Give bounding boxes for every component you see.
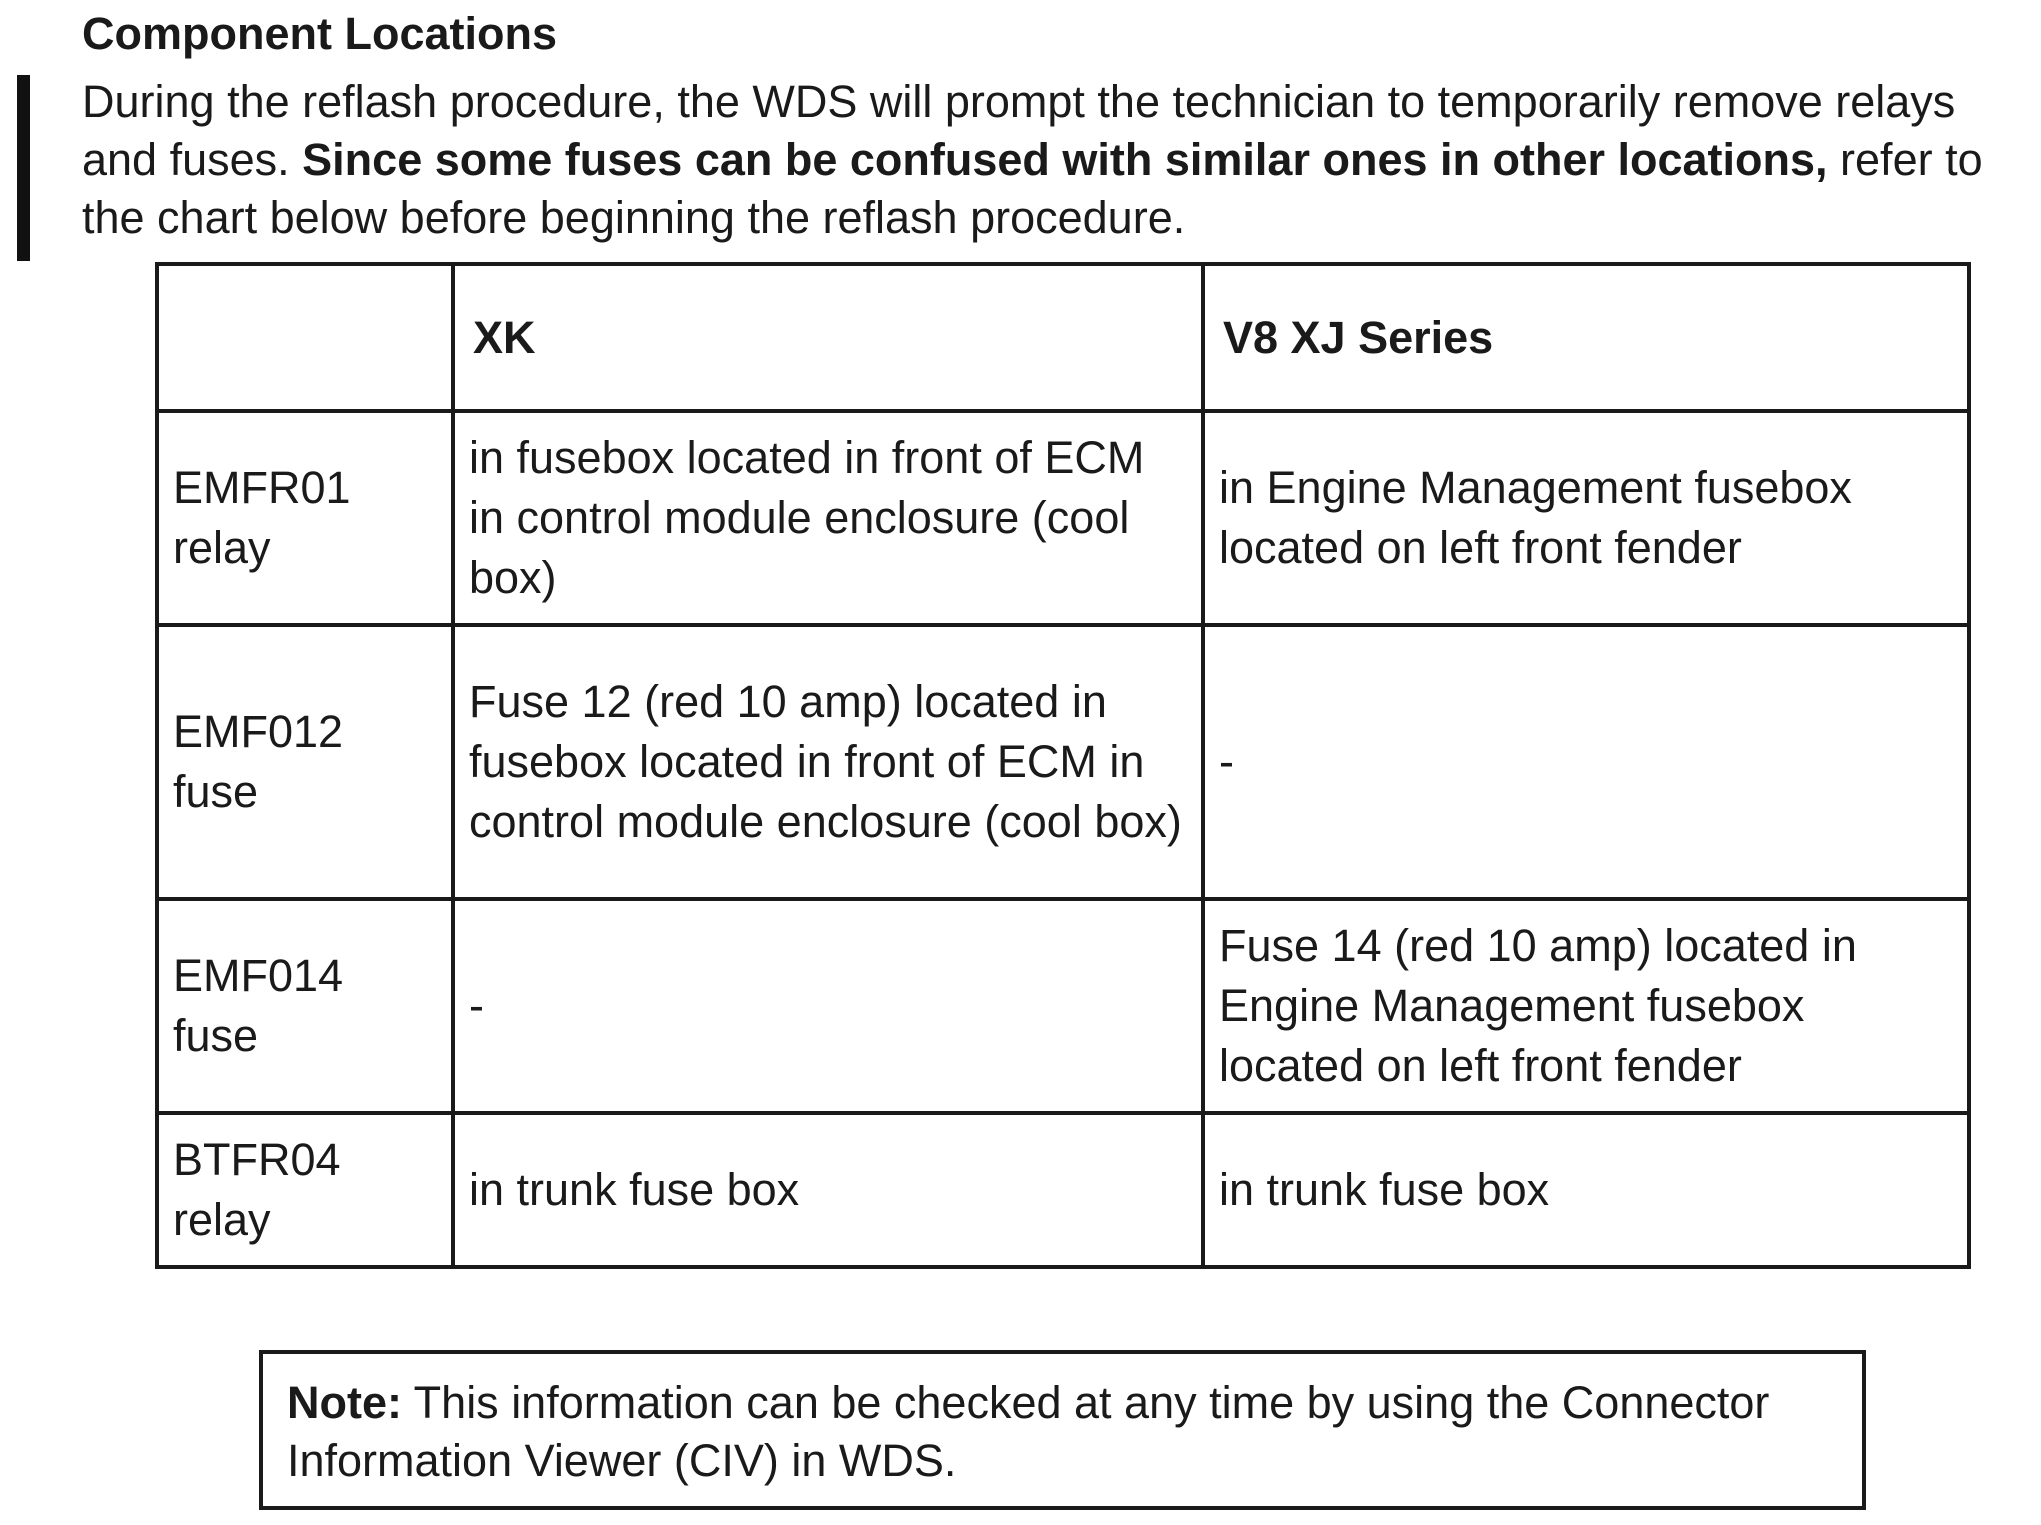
xj-location-cell: - (1203, 625, 1969, 899)
component-cell: EMF014 fuse (157, 899, 453, 1113)
note-box (259, 1350, 1866, 1510)
component-cell: EMFR01 relay (157, 411, 453, 625)
xk-location-cell: Fuse 12 (red 10 amp) located in fusebox located in front of ECM in control module enclosure (cool box) (453, 625, 1203, 899)
intro-text-after: refer to the chart below before beginning the reflash procedure. (82, 134, 1983, 243)
xk-location-cell: - (453, 899, 1203, 1113)
xj-location-cell: in trunk fuse box (1203, 1113, 1969, 1267)
xj-location-cell: in Engine Management fusebox located on left front fender (1203, 411, 1969, 625)
xk-location-cell: in trunk fuse box (453, 1113, 1203, 1267)
intro-paragraph (82, 73, 2032, 247)
note-label: Note: (287, 1377, 402, 1428)
xj-location-cell: Fuse 14 (red 10 amp) located in Engine Management fusebox located on left front fender (1203, 899, 1969, 1113)
table-header-row (157, 264, 1969, 411)
component-cell: EMF012 fuse (157, 625, 453, 899)
table-row (157, 625, 1969, 899)
table-row (157, 899, 1969, 1113)
intro-text-before: During the reflash procedure, the WDS will prompt the technician to temporarily remove relays and fuses. (82, 76, 1956, 185)
component-cell: BTFR04 relay (157, 1113, 453, 1267)
header-xk: XK (453, 264, 1203, 411)
revision-change-bar (17, 75, 30, 261)
header-v8-xj-series: V8 XJ Series (1203, 264, 1969, 411)
section-title: Component Locations (82, 8, 557, 59)
table-row (157, 1113, 1969, 1267)
table-row (157, 411, 1969, 625)
component-locations-table (155, 262, 1971, 1269)
header-component (157, 264, 453, 411)
intro-bold-text: Since some fuses can be confused with similar ones in other locations, (302, 134, 1828, 185)
note-text: This information can be checked at any time by using the Connector Information Viewer (CIV) in WDS. (287, 1377, 1770, 1486)
xk-location-cell: in fusebox located in front of ECM in control module enclosure (cool box) (453, 411, 1203, 625)
